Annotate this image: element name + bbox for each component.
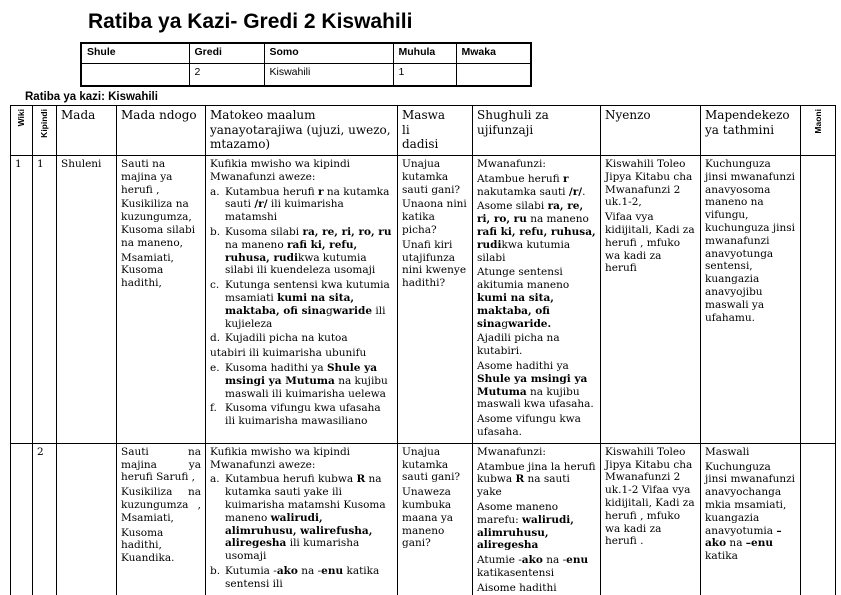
info-header-mwaka: Mwaka [456,43,531,64]
cell-r1-wiki: 1 [11,156,33,444]
schedule-header-row [11,106,836,156]
header-kipindi-label: Kipindi [39,109,50,138]
cell-r1-mada: Shuleni [57,156,117,444]
header-wiki-label: Wiki [16,109,27,127]
header-shughuli: Shughuli za ujifunzaji [473,106,601,156]
info-value-muhula: 1 [393,64,456,87]
document-subtitle: Ratiba ya kazi: Kiswahili [25,91,158,103]
info-value-row [81,64,531,87]
cell-r1-maoni [801,156,836,444]
info-table [80,42,532,87]
header-mada-ndogo: Mada ndogo [117,106,206,156]
info-header-somo: Somo [264,43,393,64]
info-value-gredi: 2 [189,64,264,87]
info-header-gredi: Gredi [189,43,264,64]
info-value-mwaka [456,64,531,87]
cell-r1-nyenzo: Kiswahili Toleo Jipya Kitabu cha Mwanafunzi 2 uk.1-2, Vifaa vya kidijitali, Kadi za herufi , mfuko wa kadi za herufi [601,156,701,444]
header-wiki [11,106,33,156]
header-maswali-label: Maswali dadisi [402,108,446,152]
cell-r1-shughuli: Mwanafunzi: Atambue herufi r nakutamka sauti /r/. Asome silabi ra, re, ri, ro, ru na maneno rafi ki, refu, ruhusa, rudikwa kutumia silabi Atunge sentensi akitumia maneno kumi na sita, maktaba, ofi sinagwaride. Ajadili picha na kutabiri. Asome hadithi ya Shule ya msingi ya Mutuma na kujibu maswali kwa ufasaha. Asome vifungu kwa ufasaha. [473,156,601,444]
cell-r2-mapendekezo: Maswali Kuchunguza jinsi mwanafunzi anavyochanga mkia msamiati, kuangazia anavyotumia –ako na –enu katika [701,443,801,595]
header-maswali [398,106,473,156]
header-mapendekezo: Mapendekezo ya tathmini [701,106,801,156]
header-maoni-label: Maoni [812,109,823,134]
cell-r2-shughuli: Mwanafunzi: Atambue jina la herufi kubwa R na sauti yake Asome maneno marefu: walirudi, alimruhusu, aliregesha Atumie -ako na -enu katikasentensi Aisome hadithi [473,443,601,595]
info-header-row [81,43,531,64]
cell-r2-maoni [801,443,836,595]
cell-r2-mada [57,443,117,595]
cell-r2-kipindi: 2 [33,443,57,595]
cell-r2-mada-ndogo: Sauti na majina ya herufi Sarufi , Kusikiliza na kuzungumza , Msamiati, Kusoma hadithi, Kuandika. [117,443,206,595]
info-header-muhula: Muhula [393,43,456,64]
cell-r1-mada-ndogo: Sauti na majina ya herufi , Kusikiliza na kuzungumza, Kusoma silabi na maneno, Msamiati, Kusoma hadithi, [117,156,206,444]
cell-r1-mapendekezo: Kuchunguza jinsi mwanafunzi anavyosoma maneno na vifungu, kuchunguza jinsi mwanafunzi anavyotunga sentensi, kuangazia anavyojibu maswali ya ufahamu. [701,156,801,444]
cell-r1-matokeo: Kufikia mwisho wa kipindi Mwanafunzi aweze: a. Kutambua herufi r na kutamka sauti /r/ ili kuimarisha matamshi b. Kusoma silabi ra, re, ri, ro, ru na maneno rafi ki, refu, ruhusa, rudikwa kutumia silabi ili kuendeleza usomaji c. Kutunga sentensi kwa kutumia msamiati kumi na sita, maktaba, ofi sinagwaride ili kujieleza d. Kujadili picha na kutoa utabiri ili kuimarisha ubunifu e. Kusoma hadithi ya Shule ya msingi ya Mutuma na kujibu maswali ili kuimarisha uelewa f. Kusoma vifungu kwa ufasaha ili kuimarisha mawasiliano [206,156,398,444]
header-matokeo: Matokeo maalum yanayotarajiwa (ujuzi, uwezo, mtazamo) [206,106,398,156]
document-title: Ratiba ya Kazi- Gredi 2 Kiswahili [88,10,413,33]
info-value-somo: Kiswahili [264,64,393,87]
cell-r1-maswali: Unajua kutamka sauti gani? Unaona nini katika picha? Unafi kiri utajifunza nini kwenye hadithi? [398,156,473,444]
cell-r1-kipindi: 1 [33,156,57,444]
cell-r2-matokeo: Kufikia mwisho wa kipindi Mwanafunzi aweze: a. Kutambua herufi kubwa R na kutamka sauti yake ili kuimarisha matamshi Kusoma maneno walirudi, alimruhusu, walirefusha, aliregesha ili kumarisha usomaji b. Kutumia -ako na -enu katika sentensi ili [206,443,398,595]
header-mada: Mada [57,106,117,156]
schedule-row-2 [11,443,836,595]
header-nyenzo: Nyenzo [601,106,701,156]
cell-r2-maswali: Unajua kutamka sauti gani? Unaweza kumbuka maana ya maneno gani? [398,443,473,595]
info-value-shule [81,64,189,87]
cell-r2-wiki [11,443,33,595]
schedule-row-1 [11,156,836,444]
schedule-table [10,105,836,595]
info-header-shule: Shule [81,43,189,64]
header-kipindi [33,106,57,156]
header-maoni [801,106,836,156]
cell-r2-nyenzo: Kiswahili Toleo Jipya Kitabu cha Mwanafunzi 2 uk.1-2 Vifaa vya kidijitali, Kadi za herufi , mfuko wa kadi za herufi . [601,443,701,595]
